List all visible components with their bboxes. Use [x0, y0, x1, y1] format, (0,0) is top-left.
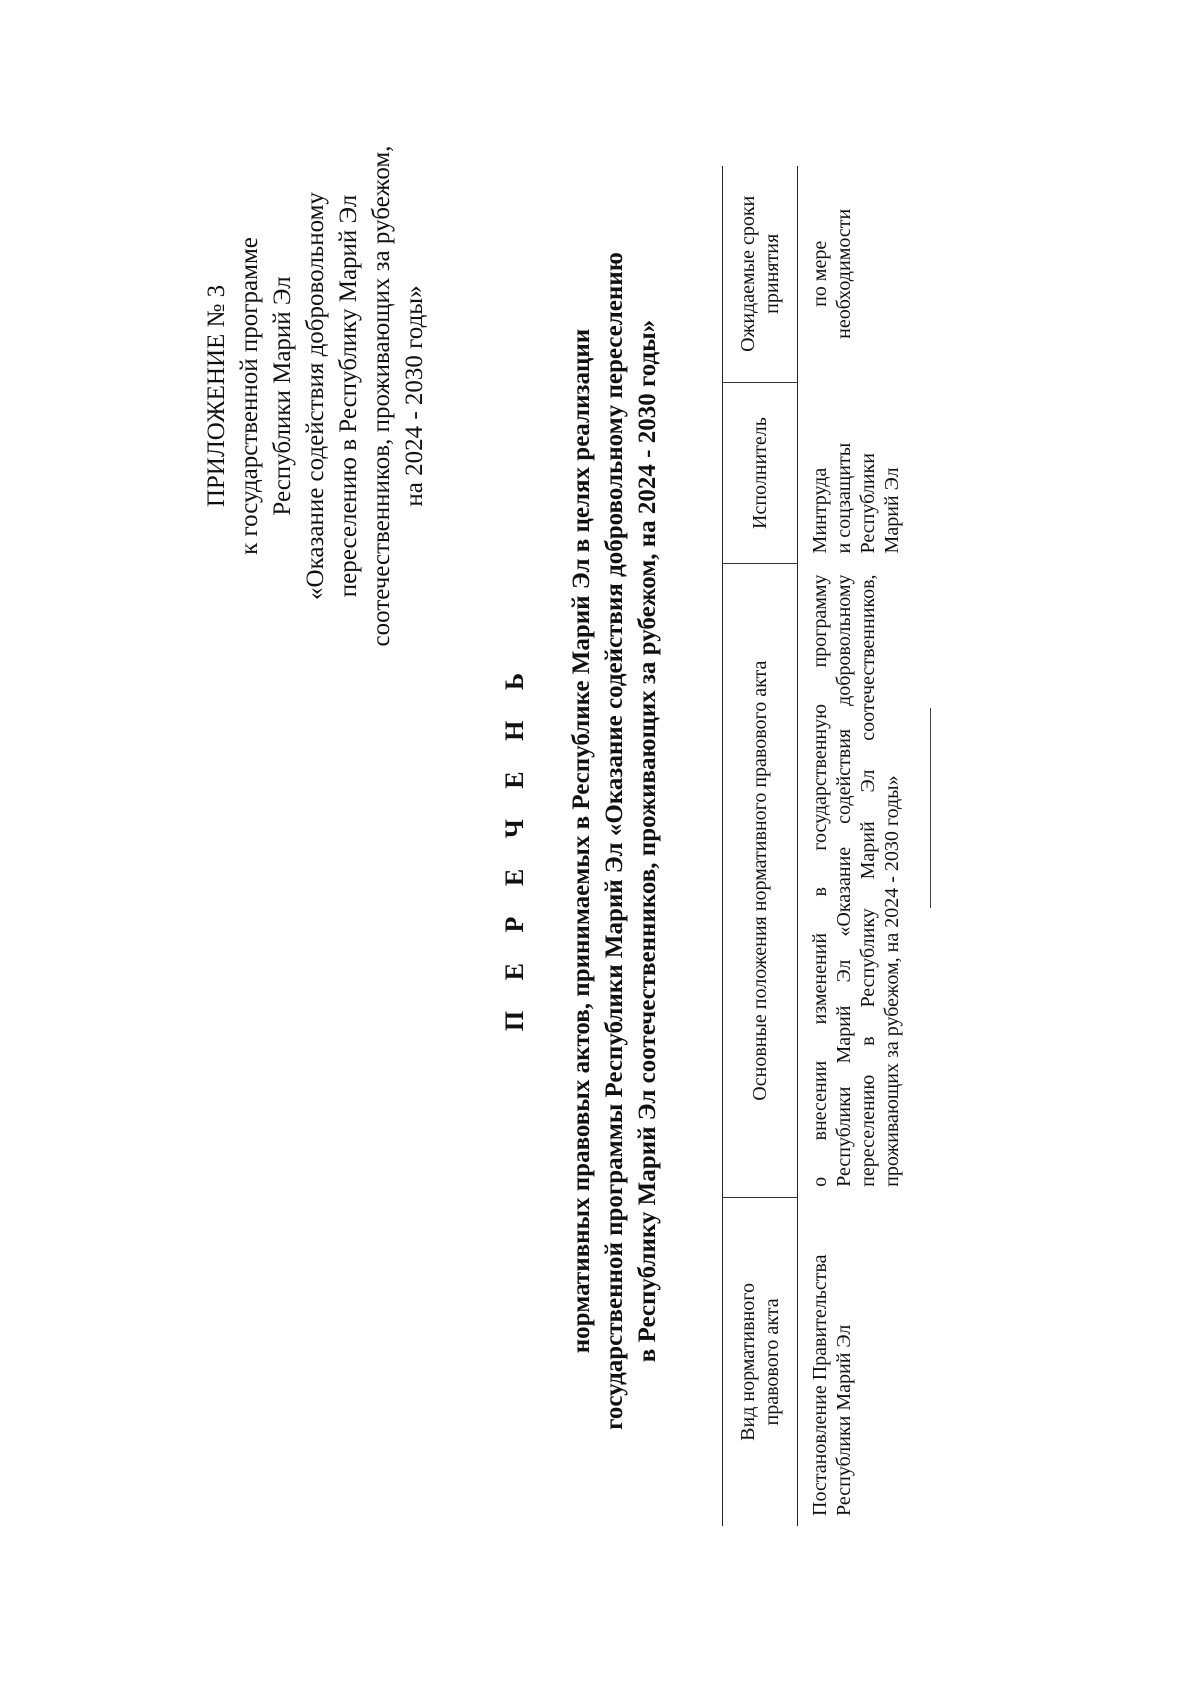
header-adoption-term: Ожидаемые сроки принятия	[723, 166, 798, 382]
appendix-line: на 2024 - 2030 годы»	[401, 285, 428, 507]
appendix-line: переселению в Республику Марий Эл	[335, 194, 362, 598]
subtitle-line: нормативных правовых актов, принимаемых в Республике Марий Эл в целях реализации	[568, 328, 595, 1354]
appendix-line: «Оказание содействия добровольному	[302, 192, 329, 600]
end-divider	[930, 708, 931, 908]
table-header-row	[723, 166, 798, 1526]
appendix-line: к государственной программе	[236, 237, 263, 555]
subtitle-line: государственной программы Республики Марий Эл «Оказание содействия добровольному переселению	[601, 252, 628, 1430]
header-main-provisions: Основные положения нормативного правового акта	[723, 564, 798, 1197]
header-act-kind: Вид нормативного правового акта	[723, 1197, 798, 1526]
appendix-line: соотечественников, проживающих за рубежом,	[368, 145, 395, 647]
table-row	[798, 166, 919, 1526]
appendix-line: Республики Марий Эл	[269, 276, 296, 516]
appendix-heading	[200, 16, 431, 776]
header-executor: Исполнитель	[723, 382, 798, 564]
document-subtitle	[565, 241, 664, 1441]
cell-act-kind: Постановление Правительства Республики Марий Эл	[809, 1254, 855, 1516]
cell-executor: Минтруда и соцзащиты Республики Марий Эл	[809, 442, 903, 554]
subtitle-line: в Республику Марий Эл соотечественников, проживающих за рубежом, на 2024 - 2030 годы»	[634, 319, 661, 1363]
document-title: П Е Р Е Ч Е Н Ь	[500, 660, 529, 1032]
cell-main-provisions: о внесении изменений в государственную программу Республики Марий Эл «Оказание содействия добровольному переселению в Республику Марий Эл соотечественников, проживающих за рубежом, на 2024 - 2030 годы»	[809, 574, 903, 1187]
appendix-line: ПРИЛОЖЕНИЕ № 3	[203, 284, 230, 508]
cell-adoption-term: по мере необходимости	[809, 208, 855, 339]
acts-table	[722, 166, 918, 1526]
